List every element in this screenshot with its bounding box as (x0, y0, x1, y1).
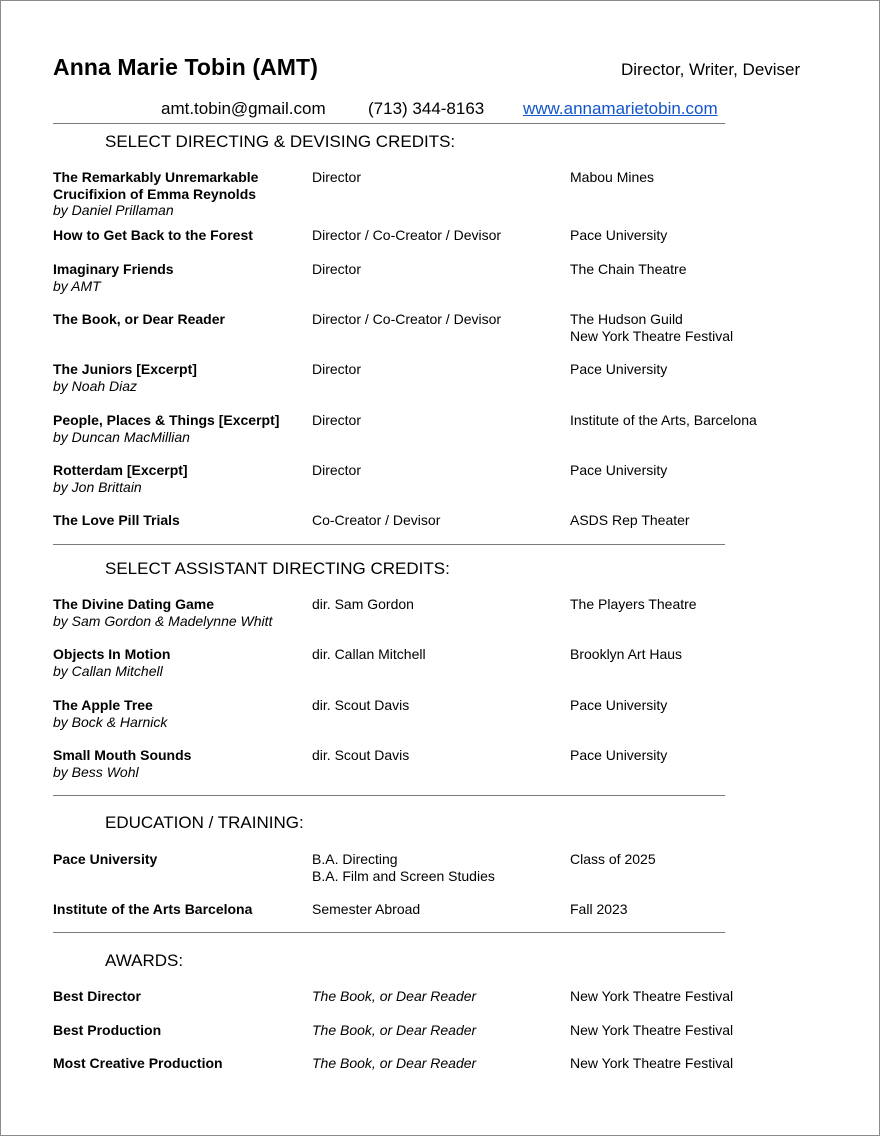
email-text: amt.tobin@gmail.com (161, 99, 326, 118)
credit-row (53, 462, 833, 495)
education-row (53, 851, 833, 884)
credit-role: Director (312, 261, 362, 277)
credit-title: Objects In Motion (53, 646, 171, 662)
credit-venue: The Players Theatre (570, 596, 697, 612)
credit-director: dir. Scout Davis (312, 697, 410, 713)
credit-row (53, 361, 833, 394)
section-divider (53, 932, 725, 933)
education-date: Class of 2025 (570, 851, 656, 867)
credit-title: Imaginary Friends (53, 261, 174, 277)
credit-venue: ASDS Rep Theater (570, 512, 690, 528)
credit-venue-secondary: New York Theatre Festival (570, 327, 734, 344)
credit-row (53, 261, 833, 294)
award-name: Most Creative Production (53, 1055, 223, 1071)
credit-title: The Remarkably Unremarkable (53, 169, 259, 185)
credit-row (53, 311, 833, 344)
credit-director: dir. Callan Mitchell (312, 646, 426, 662)
award-work: The Book, or Dear Reader (312, 1055, 477, 1071)
credit-author: by Daniel Prillaman (53, 202, 174, 218)
credit-row (53, 412, 833, 445)
credit-row (53, 512, 833, 528)
resume-roles: Director, Writer, Deviser (621, 60, 801, 79)
credit-venue: Mabou Mines (570, 169, 655, 185)
credit-title: People, Places & Things [Excerpt] (53, 412, 280, 428)
credit-venue: Institute of the Arts, Barcelona (570, 412, 757, 428)
award-row (53, 1055, 833, 1071)
school-name: Institute of the Arts Barcelona (53, 901, 253, 917)
credit-row (53, 169, 833, 218)
credit-director: dir. Scout Davis (312, 747, 410, 763)
credit-author: by Duncan MacMillian (53, 428, 190, 445)
credit-venue: Brooklyn Art Haus (570, 646, 683, 662)
credit-row (53, 697, 833, 730)
credit-role: Director (312, 361, 362, 377)
credit-author: by Bock & Harnick (53, 713, 168, 730)
credit-venue: The Chain Theatre (570, 261, 687, 277)
award-festival: New York Theatre Festival (570, 1055, 734, 1071)
award-work: The Book, or Dear Reader (312, 988, 477, 1004)
section-divider (53, 544, 725, 545)
credit-row (53, 646, 833, 679)
credit-title-cont: Crucifixion of Emma Reynolds (53, 185, 257, 202)
award-row (53, 1022, 833, 1038)
credit-venue: Pace University (570, 361, 668, 377)
degree: B.A. Directing (312, 851, 398, 867)
award-row (53, 988, 833, 1004)
credit-author: by Bess Wohl (53, 763, 139, 780)
website-link[interactable]: www.annamarietobin.com (523, 99, 718, 118)
credit-row (53, 747, 833, 780)
credit-author: by AMT (53, 277, 101, 294)
award-work: The Book, or Dear Reader (312, 1022, 477, 1038)
credit-title: Small Mouth Sounds (53, 747, 192, 763)
credit-author: by Sam Gordon & Madelynne Whitt (53, 612, 273, 629)
education-row (53, 901, 833, 917)
credit-director: dir. Sam Gordon (312, 596, 414, 612)
credit-venue: The Hudson Guild (570, 311, 683, 327)
school-name: Pace University (53, 851, 158, 867)
credit-title: Rotterdam [Excerpt] (53, 462, 188, 478)
phone-text: (713) 344-8163 (368, 99, 485, 118)
credit-row (53, 596, 833, 629)
credit-role: Director (312, 412, 362, 428)
credit-role: Director / Co-Creator / Devisor (312, 311, 502, 327)
credit-author: by Jon Brittain (53, 478, 142, 495)
credit-title: How to Get Back to the Forest (53, 227, 253, 243)
award-festival: New York Theatre Festival (570, 988, 734, 1004)
award-festival: New York Theatre Festival (570, 1022, 734, 1038)
credit-venue: Pace University (570, 697, 668, 713)
section-title-assistant: SELECT ASSISTANT DIRECTING CREDITS: (105, 559, 450, 578)
credit-author: by Noah Diaz (53, 377, 138, 394)
degree: Semester Abroad (312, 901, 421, 917)
credit-role: Co-Creator / Devisor (312, 512, 441, 528)
degree-secondary: B.A. Film and Screen Studies (312, 867, 495, 884)
credit-title: The Apple Tree (53, 697, 153, 713)
credit-role: Director / Co-Creator / Devisor (312, 227, 502, 243)
credit-title: The Love Pill Trials (53, 512, 180, 528)
award-name: Best Director (53, 988, 141, 1004)
education-date: Fall 2023 (570, 901, 628, 917)
credit-venue: Pace University (570, 462, 668, 478)
credit-author: by Callan Mitchell (53, 662, 163, 679)
resume-name: Anna Marie Tobin (AMT) (53, 54, 318, 80)
credit-role: Director (312, 462, 362, 478)
section-title-awards: AWARDS: (105, 951, 184, 970)
award-name: Best Production (53, 1022, 162, 1038)
section-title-directing: SELECT DIRECTING & DEVISING CREDITS: (105, 132, 456, 151)
credit-title: The Juniors [Excerpt] (53, 361, 197, 377)
credit-role: Director (312, 169, 362, 185)
section-title-education: EDUCATION / TRAINING: (105, 813, 304, 832)
credit-title: The Book, or Dear Reader (53, 311, 225, 327)
credit-title: The Divine Dating Game (53, 596, 215, 612)
credit-row (53, 227, 833, 243)
credit-venue: Pace University (570, 747, 668, 763)
credit-venue: Pace University (570, 227, 668, 243)
section-divider (53, 795, 725, 796)
header-divider (53, 123, 725, 124)
